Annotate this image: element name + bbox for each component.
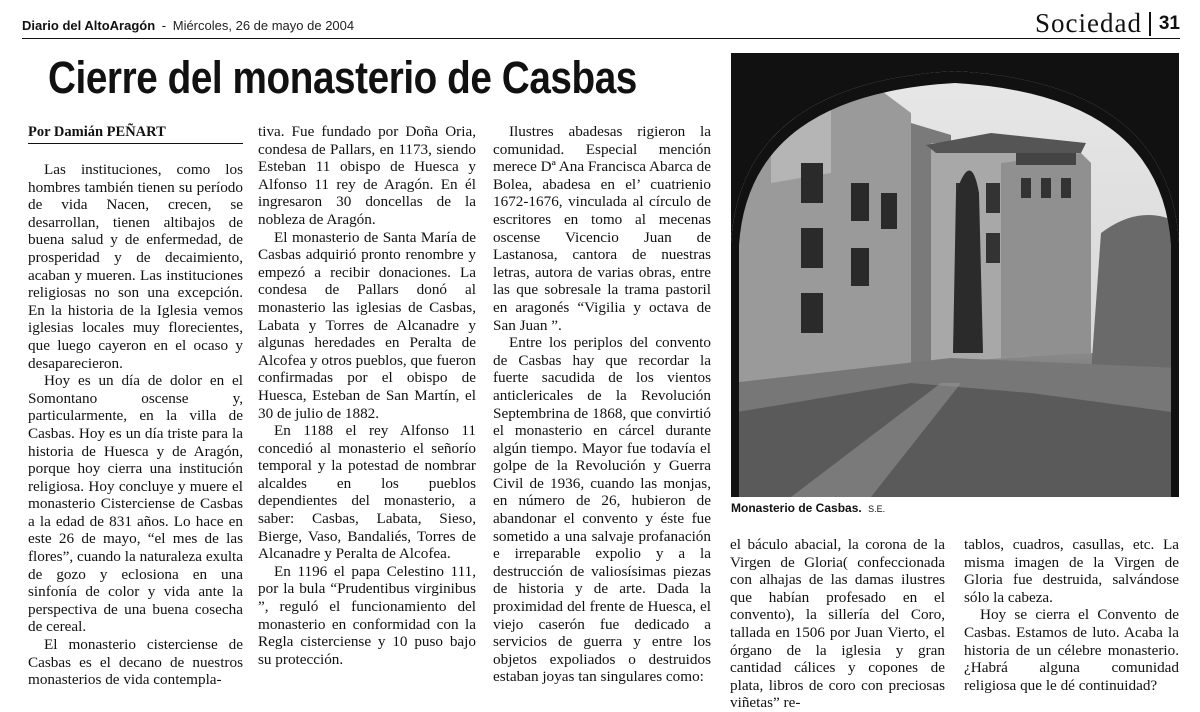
article-paragraph: Hoy se cierra el Convento de Casbas. Estamos de luto. Acaba la historia de un célebre monasterio. ¿Habrá alguna comunidad religiosa que le dé continuidad? [964,606,1179,694]
monastery-photo-icon [731,53,1179,497]
article-column-3 [493,123,711,686]
article-paragraph: En 1196 el papa Celestino 111, por la bula “Prudentibus virginibus ”, reguló el funcionamiento del monasterio en conformidad con la Regla cisterciense y 10 puso bajo su protección. [258,562,476,668]
page-number: 31 [1158,13,1180,34]
headline: Cierre del monasterio de Casbas [48,52,637,103]
article-paragraph: Las instituciones, como los hombres también tienen su período de vida Nacen, crecen, se desarrollan, tienen altibajos de buena salud y de enfermedad, de prosperidad y de decaimiento, acaban y mueren. Las instituciones religiosas no son una excepción. En la historia de la Iglesia vemos iglesias locales muy florecientes, que luego cayeron en el ocaso y desaparecieron. [28,161,243,372]
article-column-4 [730,536,945,712]
newspaper-name: Diario del AltoAragón [22,18,156,33]
article-paragraph: tablos, cuadros, casullas, etc. La misma imagen de la Virgen de Gloria fue destruida, salvándose sólo la cabeza. [964,536,1179,606]
article-column-5 [964,536,1179,694]
section-label: Sociedad [1035,8,1142,38]
masthead-separator: - [161,18,167,33]
article-paragraph: el báculo abacial, la corona de la Virgen de Gloria( confeccionada con alhajas de las damas ilustres que habían profesado en el convento), la sillería del Coro, tallada en 1506 por Juan Vierto, el órgano de la iglesia y gran cantidad cálices y copones de plata, libros de coro con preciosas viñetas” re- [730,536,945,712]
article-paragraph: El monasterio cisterciense de Casbas es el decano de nuestros monasterios de vida contempla- [28,636,243,689]
article-paragraph: El monasterio de Santa María de Casbas adquirió pronto renombre y empezó a recibir donaciones. La condesa de Pallars donó al monasterio las iglesias de Casbas, Labata y Torres de Alcanadre y algunas heredades en Peralta de Alcofea y otros pueblos, que fueron confirmadas por el obispo de Huesca, Esteban de San Martín, el 30 de julio de 1882. [258,228,476,422]
photo-caption [731,501,1179,515]
caption-text: Monasterio de Casbas. [731,501,862,515]
masthead-left [22,18,354,33]
article-paragraph: En 1188 el rey Alfonso 11 concedió al monasterio el señorío temporal y la potestad de nombrar alcaldes en los pueblos dependientes del monasterio, a saber: Casbas, Labata, Sieso, Bierge, Vaso, Bandaliés, Torres de Alcanadre y Peralta de Alcofea. [258,422,476,563]
header-rule [22,38,1180,39]
article-paragraph: Entre los periplos del convento de Casbas hay que recordar la fuerte sacudida de los vientos anticlericales de la Revolución Septembrina de 1868, que convirtió el monasterio en cárcel durante algún tiempo. Mayor fue todavía el golpe de la Revolución y Guerra Civil de 1936, cuando las monjas, en número de 26, hubieron de abandonar el convento y éste fue sometido a una salvaje profanación e irreparable expolio y a la destrucción de valiosísimas piezas de historia y de arte. Dada la proximidad del frente de Huesca, el viejo caserón fue dedicado a servicios de guerra y entre los objetos expoliados o destruidos estaban joyas tan singulares como: [493,334,711,686]
section-divider [1149,12,1151,36]
byline-rule [28,143,243,144]
article-paragraph: tiva. Fue fundado por Doña Oria, condesa de Pallars, en 1173, siendo Esteban 11 obispo de Huesca y Alfonso 11 rey de Aragón. En él ingresaron 30 doncellas de la nobleza de Aragón. [258,123,476,228]
photo-credit: S.E. [868,504,886,514]
article-paragraph: Ilustres abadesas rigieron la comunidad. Especial mención merece Dª Ana Francisca Abarca de Bolea, abadesa en el’ cuatrienio 1672-1676, vinculada al círculo de escritores en tomo al mecenas oscense Vicencio Juan de Lastanosa, cantora de nuestras letras, autora de varias obras, entre las que sobresale la trama pastoril en aragonés “Vigilia y octava de San Juan ”. [493,123,711,334]
article-paragraph: Hoy es un día de dolor en el Somontano oscense y, particularmente, en la villa de Casbas. Hoy es un día triste para la historia de Huesca y de Aragón, porque hoy cierra una institución religiosa. Hoy concluye y muere el monasterio Cisterciense de Casbas a la edad de 831 años. Lo hace en este 26 de mayo, “el mes de las flores”, cuando la naturaleza exulta de gozo y eclosiona en una sinfonía de color y vida ante la perspectiva de una buena cosecha de cereal. [28,372,243,636]
article-column-1 [28,161,243,689]
byline: Por Damián PEÑART [28,124,166,140]
issue-date: Miércoles, 26 de mayo de 2004 [172,18,355,33]
article-column-2 [258,123,476,668]
